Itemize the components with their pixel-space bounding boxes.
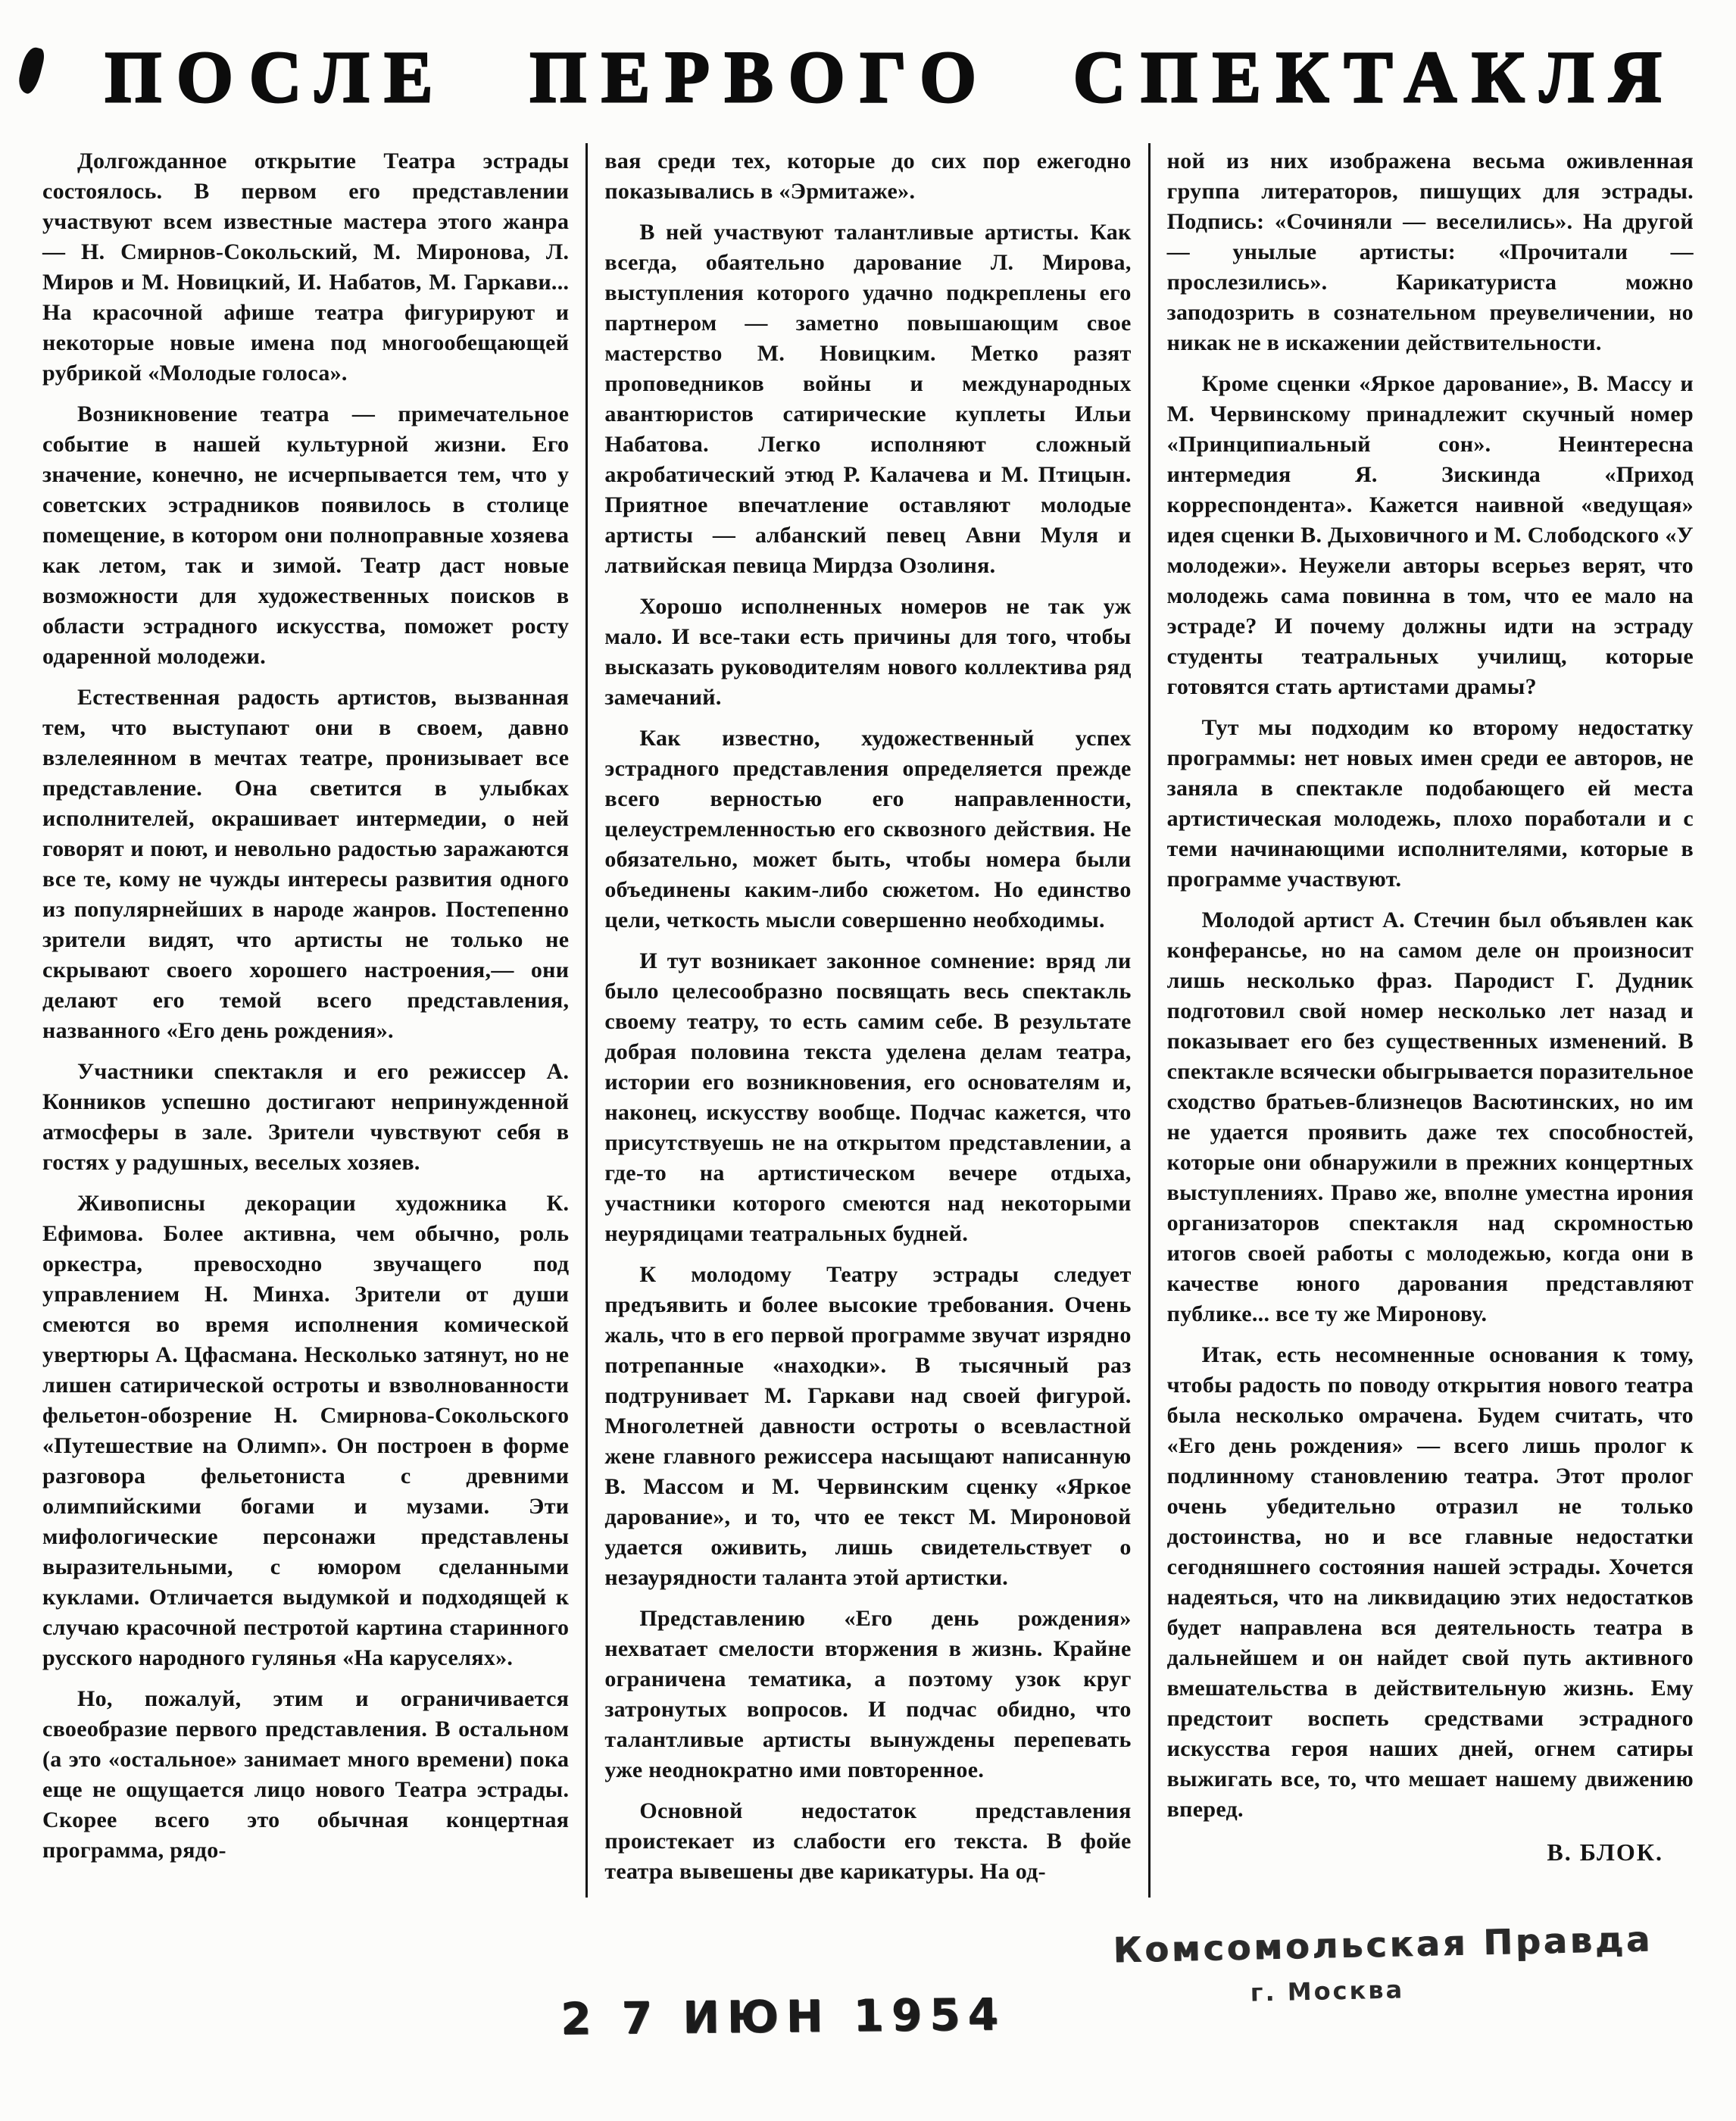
paragraph: Участники спектакля и его режиссер А. Конников успешно достигают непринужденной атмосферы в зале. Зрители чувствуют себя в гостях у радушных, веселых хозяев.: [42, 1059, 570, 1175]
paragraph: Но, пожалуй, этим и ограничивается своеобразие первого представления. В остальном (а это «остальное» занимает много времени) пока еще не ощущается лицо нового Театра эстрады. Скорее всего это обычная концертная программа, рядо-: [42, 1686, 570, 1863]
paragraph: Итак, есть несомненные основания к тому, чтобы радость по поводу открытия нового театра была несколько омрачена. Будем считать, что «Его день рождения» — всего лишь пролог к подлинному становлению театра. Этот пролог очень убедительно отразил не только достоинства, но и все главные недостатки сегодняшнего состояния нашей эстрады. Хочется надеяться, что на ликвидацию этих недостатков будет направлена вся деятельность театра в дальнейшем и он найдет свой путь активного вмешательства в действительную жизнь. Ему предстоит воспеть средствами эстрадного искусства героя наших дней, огнем сатиры выжигать все, то, что мешает нашему движению вперед.: [1166, 1342, 1694, 1822]
column-1: [26, 143, 585, 1898]
paragraph: И тут возникает законное сомнение: вряд ли было целесообразно посвящать весь спектакль своему театру, то есть самим себе. В результате добрая половина текста уделена делам театра, истории его возникновения, его основателям и, наконец, искусству вообще. Подчас кажется, что присутствуешь не на открытом представлении, а где-то на артистическом вечере отдыха, участники которого смеются над некоторыми неурядицами театральных будней.: [604, 948, 1132, 1246]
newspaper-stamp: [1113, 1919, 1654, 2010]
paragraph: Живописны декорации художника К. Ефимова. Более активна, чем обычно, роль оркестра, превосходно звучащего под управлением Н. Минха. Зрители от души смеются во время исполнения комической увертюры А. Цфасмана. Несколько затянут, но не лишен сатирической остроты и взволнованности фельетон-обозрение Н. Смирнова-Сокольского «Путешествие на Олимп». Он построен в форме разговора фельетониста с древними олимпийскими богами и музами. Эти мифологические персонажи представлены выразительными, с юмором сделанными куклами. Отличается выдумкой и подходящей к случаю красочной пестротой картина старинного русского народного гулянья «На каруселях».: [42, 1191, 570, 1670]
column-3: [1148, 143, 1710, 1898]
paragraph: Хорошо исполненных номеров не так уж мало. И все-таки есть причины для того, чтобы высказать руководителям нового коллектива ряд замечаний.: [604, 594, 1132, 710]
date-stamp: 2 7 ИЮН 1954: [560, 1988, 1007, 2045]
article-columns: [0, 139, 1736, 1898]
paragraph: Основной недостаток представления проистекает из слабости его текста. В фойе театра вывешены две карикатуры. На од-: [604, 1798, 1132, 1884]
paragraph-continuation: ной из них изображена весьма оживленная группа литераторов, пишущих для эстрады. Подпись: «Сочиняли — веселились». На другой — унылые артисты: «Прочитали — прослезились». Карикатуриста можно заподозрить в сознательном преувеличении, но никак не в искажении действительности.: [1166, 148, 1694, 355]
paragraph: Молодой артист А. Стечин был объявлен как конферансье, но на самом деле он произносит лишь несколько фраз. Пародист Г. Дудник подготовил свой номер несколько лет назад и показывает его без существенных изменений. В спектакле всячески обыгрывается поразительное сходство братьев-близнецов Васютинских, но им не удается проявить даже тех способностей, которые они обнаружили в прежних концертных выступлениях. Право же, вполне уместна ирония организаторов спектакля над скромностью итогов своей работы с молодежью, когда они в качестве юного дарования представляют публике... все ту же Миронову.: [1166, 907, 1694, 1326]
paragraph: Как известно, художественный успех эстрадного представления определяется прежде всего верностью его направленности, целеустремленностью его сквозного действия. Не обязательно, может быть, чтобы номера были объединены каким-либо сюжетом. Но единство цели, четкость мысли совершенно необходимы.: [604, 726, 1132, 932]
article-headline: ПОСЛЕ ПЕРВОГО СПЕКТАКЛЯ: [105, 36, 1677, 117]
newspaper-stamp-name: Комсомольская Правда: [1112, 1918, 1653, 1971]
column-2: [585, 143, 1147, 1898]
paragraph: В ней участвуют талантливые артисты. Как всегда, обаятельно дарование Л. Мирова, выступления которого удачно подкреплены его партнером — заметно повышающим свое мастерство М. Новицким. Метко разят проповедников войны и международных авантюристов сатирические куплеты Ильи Набатова. Легко исполняют сложный акробатический этюд Р. Калачева и М. Птицын. Приятное впечатление оставляют молодые артисты — албанский певец Авни Муля и латвийская певица Мирдза Озолиня.: [604, 220, 1132, 578]
paragraph: Естественная радость артистов, вызванная тем, что выступают они в своем, давно взлелеянном в мечтах театре, пронизывает все представление. Она светится в улыбках исполнителей, окрашивает интермедии, о ней говорят и поют, и невольно радостью заражаются все те, кому не чужды интересы развития одного из популярнейших в народе жанров. Постепенно зрители видят, что артисты не только не скрывают своего хорошего настроения,— они делают его темой всего представления, названного «Его день рождения».: [42, 685, 570, 1043]
paragraph: Представлению «Его день рождения» нехватает смелости вторжения в жизнь. Крайне ограничена тематика, а поэтому узок круг затронутых вопросов. И подчас обидно, что талантливые артисты вынуждены перепевать уже неоднократно ими повторенное.: [604, 1606, 1132, 1782]
newspaper-stamp-city: г. Москва: [1250, 1975, 1405, 2007]
paragraph: К молодому Театру эстрады следует предъявить и более высокие требования. Очень жаль, что в его первой программе звучат изрядно потрепанные «находки». В тысячный раз подтрунивает М. Гаркави над своей фигурой. Многолетней давности остроты о всевластной жене главного режиссера насыщают написанную В. Массом и М. Червинским сценку «Яркое дарование», и то, что ее текст М. Мироновой удается оживить, лишь свидетельствует о незаурядности таланта этой артистки.: [604, 1262, 1132, 1590]
paragraph-continuation: вая среди тех, которые до сих пор ежегодно показывались в «Эрмитаже».: [604, 148, 1132, 204]
paragraph: Долгожданное открытие Театра эстрады состоялось. В первом его представлении участвуют всем известные мастера этого жанра — Н. Смирнов-Сокольский, М. Миронова, Л. Миров и М. Новицкий, И. Набатов, М. Гаркави... На красочной афише театра фигурируют и некоторые новые имена под многообещающей рубрикой «Молодые голоса».: [42, 148, 570, 386]
paragraph: Тут мы подходим ко второму недостатку программы: нет новых имен среди ее авторов, не заняла в спектакле подобающего ей места артистическая молодежь, плохо поработали и с теми начинающими исполнителями, которые в программе участвуют.: [1166, 715, 1694, 892]
author-signature: В. БЛОК.: [1547, 1838, 1663, 1866]
paragraph: Кроме сценки «Яркое дарование», В. Массу и М. Червинскому принадлежит скучный номер «Принципиальный сон». Неинтересна интермедия Я. Зискинда «Приход корреспондента». Кажется наивной «ведущая» идея сценки В. Дыховичного и М. Слободского «У молодежи». Неужели авторы всерьез верят, что молодежь сама повинна в том, что ее мало на эстраде? И почему должны идти на эстраду студенты театральных училищ, которые готовятся стать артистами драмы?: [1166, 371, 1694, 699]
ink-blot-artifact: [16, 45, 46, 95]
paragraph: Возникновение театра — примечательное событие в нашей культурной жизни. Его значение, конечно, не исчерпывается тем, что у советских эстрадников появилось в столице помещение, в котором они полноправные хозяева как летом, так и зимой. Театр даст новые возможности для художественных поисков в области эстрадного искусства, поможет росту одаренной молодежи.: [42, 401, 570, 669]
